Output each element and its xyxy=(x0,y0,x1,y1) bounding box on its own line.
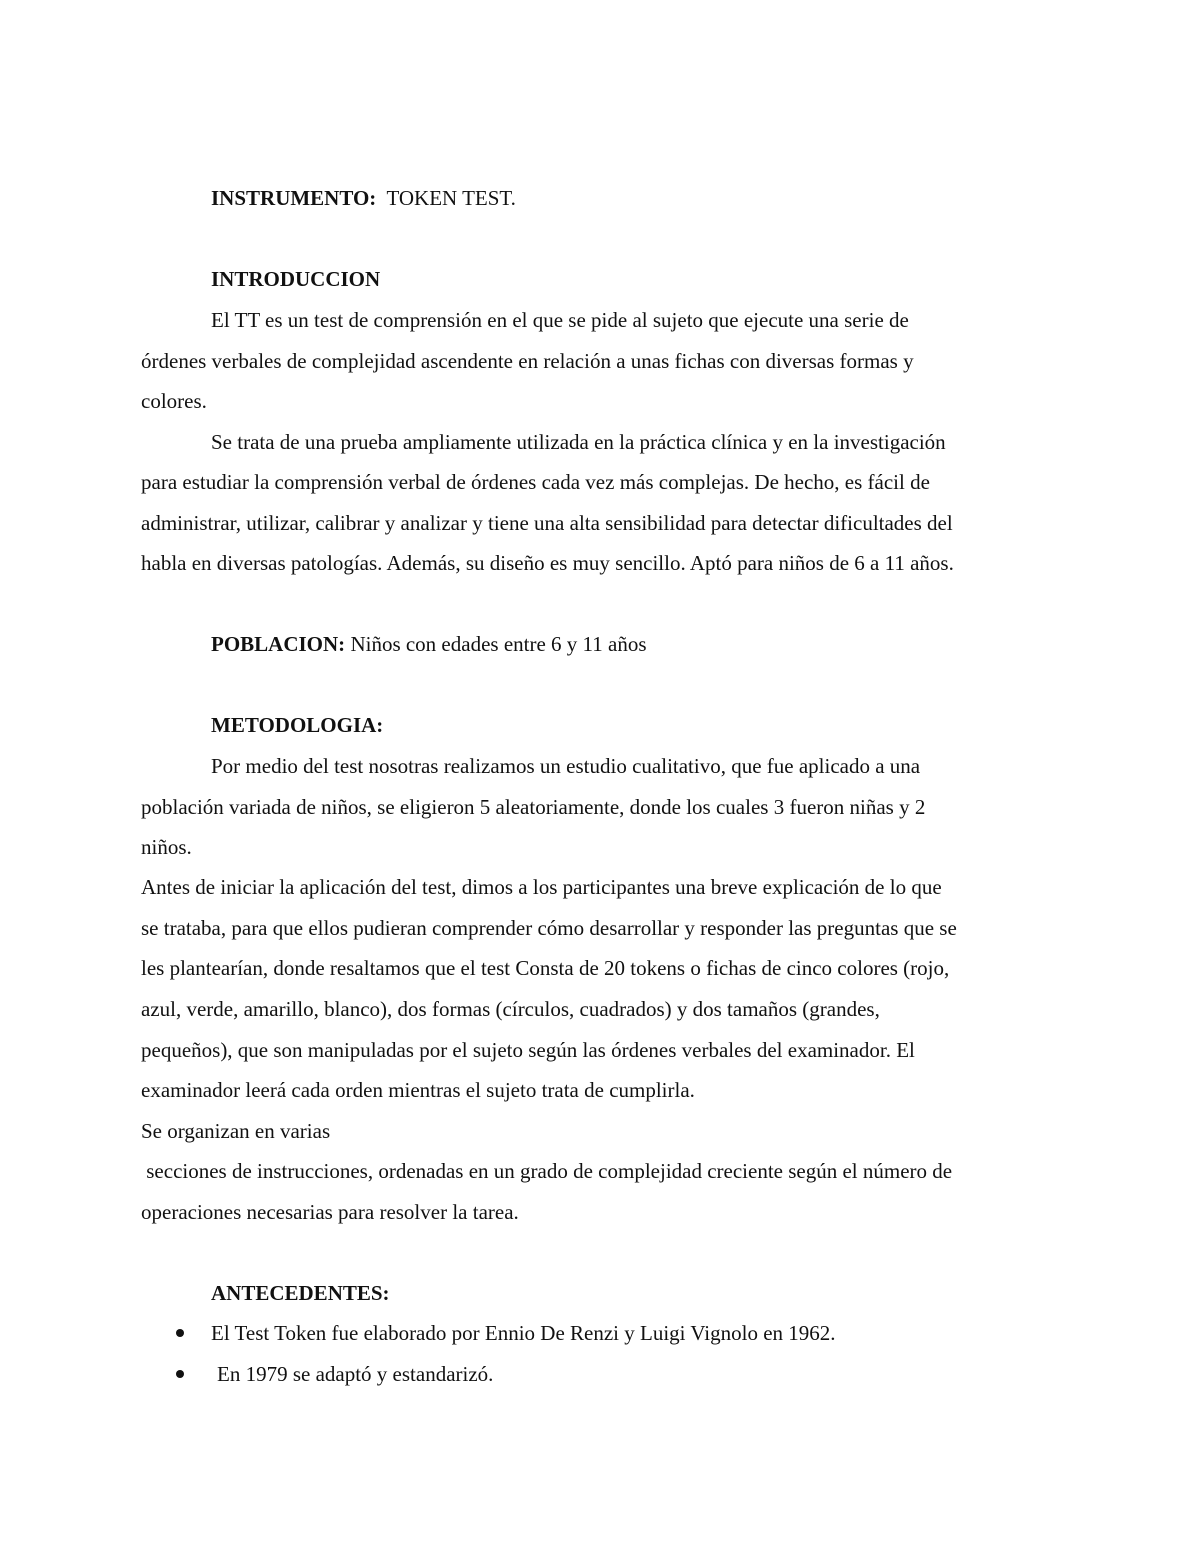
poblacion-label: POBLACION: xyxy=(211,632,346,656)
introduccion-heading: INTRODUCCION xyxy=(211,267,381,291)
metodologia-p1-line: población variada de niños, se eligieron 5 aleatoriamente, donde los cuales 3 fueron niñas y 2 xyxy=(141,795,926,819)
introduccion-p2-line: administrar, utilizar, calibrar y analizar y tiene una alta sensibilidad para detectar dificultades del xyxy=(141,511,953,535)
introduccion-p1-line: El TT es un test de comprensión en el que se pide al sujeto que ejecute una serie de xyxy=(211,308,909,332)
introduccion-p2-line: para estudiar la comprensión verbal de órdenes cada vez más complejas. De hecho, es fácil de xyxy=(141,470,930,494)
metodologia-p2-line: examinador leerá cada orden mientras el sujeto trata de cumplirla. xyxy=(141,1078,695,1102)
metodologia-p2-line: Antes de iniciar la aplicación del test, dimos a los participantes una breve explicación de lo que xyxy=(141,875,942,899)
metodologia-p2-line: les plantearían, donde resaltamos que el test Consta de 20 tokens o fichas de cinco colores (rojo, xyxy=(141,956,950,980)
introduccion-p1-line: colores. xyxy=(141,389,207,413)
metodologia-p1-line: niños. xyxy=(141,835,192,859)
poblacion-value: Niños con edades entre 6 y 11 años xyxy=(350,632,647,656)
metodologia-p2-line: se trataba, para que ellos pudieran comprender cómo desarrollar y responder las preguntas que se xyxy=(141,916,957,940)
bullet-icon xyxy=(176,1370,184,1378)
introduccion-p2-line: habla en diversas patologías. Además, su diseño es muy sencillo. Aptó para niños de 6 a 11 años. xyxy=(141,551,954,575)
poblacion-line xyxy=(211,634,647,655)
bullet-icon xyxy=(176,1329,184,1337)
introduccion-p2-line: Se trata de una prueba ampliamente utilizada en la práctica clínica y en la investigación xyxy=(211,430,946,454)
antecedentes-item: El Test Token fue elaborado por Ennio De Renzi y Luigi Vignolo en 1962. xyxy=(211,1321,836,1345)
antecedentes-item: En 1979 se adaptó y estandarizó. xyxy=(217,1362,494,1386)
antecedentes-heading: ANTECEDENTES: xyxy=(211,1281,390,1305)
instrumento-value: TOKEN TEST. xyxy=(386,186,516,210)
metodologia-p1-line: Por medio del test nosotras realizamos un estudio cualitativo, que fue aplicado a una xyxy=(211,754,921,778)
instrumento-line xyxy=(211,188,516,209)
metodologia-p3-line: secciones de instrucciones, ordenadas en un grado de complejidad creciente según el número de xyxy=(141,1159,953,1183)
metodologia-p3-line: Se organizan en varias xyxy=(141,1119,331,1143)
metodologia-p3-line: operaciones necesarias para resolver la tarea. xyxy=(141,1200,519,1224)
instrumento-label: INSTRUMENTO: xyxy=(211,186,377,210)
metodologia-heading: METODOLOGIA: xyxy=(211,713,384,737)
metodologia-p2-line: pequeños), que son manipuladas por el sujeto según las órdenes verbales del examinador. El xyxy=(141,1038,915,1062)
introduccion-p1-line: órdenes verbales de complejidad ascendente en relación a unas fichas con diversas formas y xyxy=(141,349,914,373)
metodologia-p2-line: azul, verde, amarillo, blanco), dos formas (círculos, cuadrados) y dos tamaños (grandes, xyxy=(141,997,880,1021)
